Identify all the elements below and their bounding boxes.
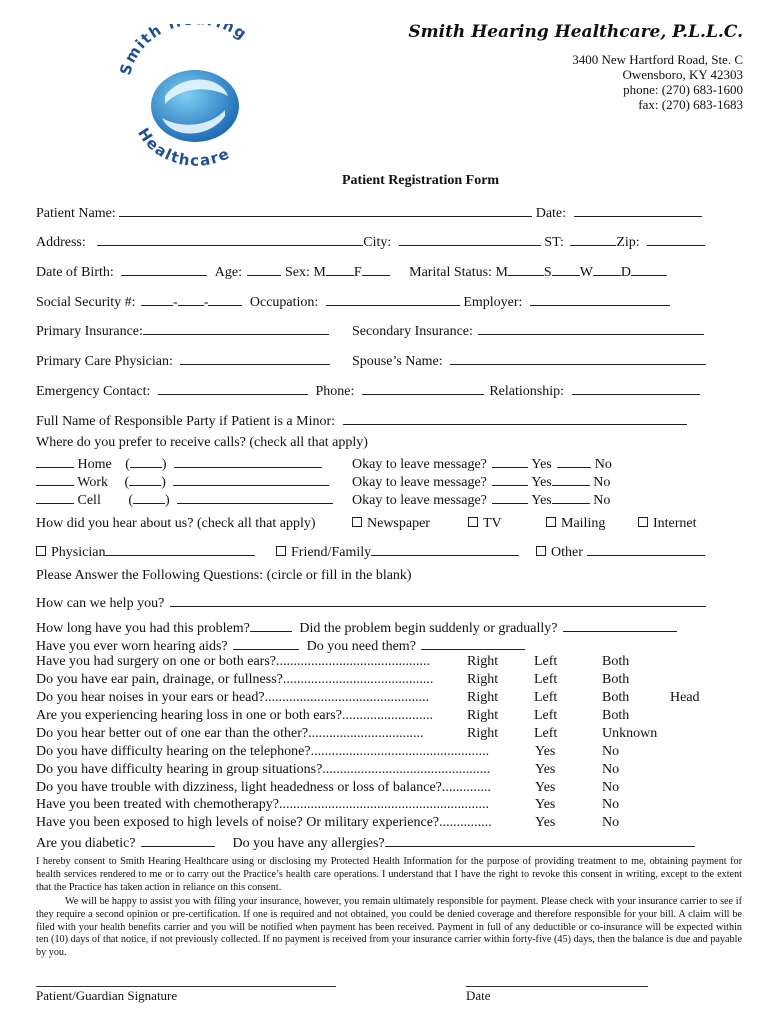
- spouse-label: Spouse’s Name:: [352, 354, 443, 369]
- friend-label: Friend/Family: [291, 545, 372, 560]
- need-field[interactable]: [421, 636, 525, 650]
- ear-option-left[interactable]: Left: [534, 726, 558, 741]
- primary-insurance-label: Primary Insurance:: [36, 324, 143, 339]
- allergies-field[interactable]: [385, 833, 695, 847]
- mailing-label: Mailing: [561, 516, 606, 531]
- cell-area-field[interactable]: [133, 490, 165, 504]
- zip-field[interactable]: [647, 232, 705, 246]
- ear-option-both[interactable]: Both: [602, 708, 630, 723]
- fax-number: fax: (270) 683-1683: [638, 97, 743, 112]
- cell-check-field[interactable]: [36, 490, 74, 504]
- ear-option-both[interactable]: Both: [602, 672, 630, 687]
- sex-m-field[interactable]: [326, 262, 354, 276]
- company-logo: [110, 24, 280, 174]
- home-yes-label: Yes: [531, 457, 552, 472]
- yn-option-no[interactable]: No: [602, 780, 620, 795]
- yn-question: Do you have difficulty hearing on the telephone?...................................................: [36, 744, 490, 759]
- cell-no-field[interactable]: [552, 490, 590, 504]
- newspaper-checkbox[interactable]: [352, 517, 362, 527]
- state-label: ST:: [544, 235, 564, 250]
- signature-label: Patient/Guardian Signature: [36, 988, 178, 1003]
- logo-text-top: Smith ng: [116, 24, 251, 78]
- secondary-insurance-label: Secondary Insurance:: [352, 324, 473, 339]
- help-field[interactable]: [170, 593, 706, 607]
- ear-option-left[interactable]: Left: [534, 654, 558, 669]
- yn-question: Have you been treated with chemotherapy?............................................................: [36, 797, 489, 812]
- ear-option-right[interactable]: Right: [467, 690, 499, 705]
- questions-intro: Please Answer the Following Questions: (circle or fill in the blank): [36, 568, 412, 583]
- how-long-field[interactable]: [250, 618, 292, 632]
- emergency-field[interactable]: [158, 381, 308, 395]
- address-line1: 3400 New Hartford Road, Ste. C: [572, 52, 743, 67]
- emergency-label: Emergency Contact:: [36, 384, 151, 399]
- home-check-field[interactable]: [36, 454, 74, 468]
- work-check-field[interactable]: [36, 472, 74, 486]
- work-label: Work: [77, 475, 109, 490]
- other-label: Other: [551, 545, 583, 560]
- address-field[interactable]: [97, 232, 363, 246]
- relationship-label: Relationship:: [489, 384, 564, 399]
- ear-question: Have you had surgery on one or both ears?............................................: [36, 654, 431, 669]
- yn-option-yes[interactable]: Yes: [535, 762, 556, 777]
- sudden-field[interactable]: [563, 618, 677, 632]
- yn-option-yes[interactable]: Yes: [535, 815, 556, 830]
- cell-label: Cell: [77, 493, 101, 508]
- yn-option-no[interactable]: No: [602, 744, 620, 759]
- cell-phone-field[interactable]: [177, 490, 333, 504]
- ear-option-unknown[interactable]: Unknown: [602, 726, 658, 741]
- marital-d-label: D: [620, 265, 632, 280]
- physician-checkbox[interactable]: [36, 546, 46, 556]
- address-label: Address:: [36, 235, 86, 250]
- work-area-field[interactable]: [129, 472, 161, 486]
- dob-field[interactable]: [121, 262, 207, 276]
- ear-option-right[interactable]: Right: [467, 654, 499, 669]
- sudden-label: Did the problem begin suddenly or gradually?: [299, 621, 558, 636]
- work-yes-label: Yes: [531, 475, 552, 490]
- ssn-field-3[interactable]: [208, 292, 242, 306]
- cell-message-label: Okay to leave message?: [352, 493, 487, 508]
- marital-m-field[interactable]: [508, 262, 544, 276]
- marital-label: Marital Status: M: [409, 265, 508, 280]
- ear-question: Are you experiencing hearing loss in one or both ears?..........................: [36, 708, 433, 723]
- address-line2: Owensboro, KY 42303: [622, 67, 743, 82]
- state-field[interactable]: [570, 232, 616, 246]
- consent-paragraph: I hereby consent to Smith Hearing Healthcare using or disclosing my Protected Health Information for the purpose of providing treatment to me, obtaining payment for health services rendered to me or to carry out the Practice’s health care operations. I understand that I have the right to revoke this consent in writing, except to the extent that the Practice has taken action in reliance on this consent.: [36, 856, 742, 893]
- ear-option-left[interactable]: Left: [534, 672, 558, 687]
- yn-option-no[interactable]: No: [602, 762, 620, 777]
- responsible-party-field[interactable]: [343, 411, 687, 425]
- date-label: Date:: [535, 206, 567, 221]
- form-title: Patient Registration Form: [342, 173, 500, 188]
- ear-option-right[interactable]: Right: [467, 726, 499, 741]
- company-name: Smith Hearing Healthcare, P.L.L.C.: [408, 22, 743, 42]
- home-message-label: Okay to leave message?: [352, 457, 487, 472]
- primary-insurance-field[interactable]: [143, 321, 329, 335]
- sex-f-label: F: [353, 265, 362, 280]
- home-area-field[interactable]: [130, 454, 162, 468]
- tv-checkbox[interactable]: [468, 517, 478, 527]
- home-phone-field[interactable]: [174, 454, 322, 468]
- ssn-label: Social Security #:: [36, 295, 136, 310]
- date-field[interactable]: [574, 203, 702, 217]
- newspaper-label: Newspaper: [367, 516, 430, 531]
- home-no-label: No: [594, 457, 612, 472]
- cell-yes-field[interactable]: [492, 490, 528, 504]
- ssn-field-2[interactable]: [178, 292, 204, 306]
- logo-graphic: [110, 24, 280, 174]
- marital-d-field[interactable]: [631, 262, 667, 276]
- marital-w-label: W: [579, 265, 593, 280]
- ear-question: Do you hear noises in your ears or head?...............................................: [36, 690, 430, 705]
- worn-aids-label: Have you ever worn hearing aids?: [36, 639, 228, 654]
- pcp-field[interactable]: [180, 351, 330, 365]
- other-field[interactable]: [587, 542, 705, 556]
- zip-label: Zip:: [616, 235, 640, 250]
- ear-option-left[interactable]: Left: [534, 708, 558, 723]
- home-label: Home: [77, 457, 112, 472]
- internet-checkbox[interactable]: [638, 517, 648, 527]
- marital-w-field[interactable]: [593, 262, 621, 276]
- diabetic-label: Are you diabetic?: [36, 836, 136, 851]
- marital-s-field[interactable]: [552, 262, 580, 276]
- worn-aids-field[interactable]: [233, 636, 299, 650]
- ear-option-head[interactable]: Head: [670, 690, 700, 705]
- home-yes-field[interactable]: [492, 454, 528, 468]
- ear-option-both[interactable]: Both: [602, 654, 630, 669]
- referral-question: How did you hear about us? (check all that apply): [36, 516, 316, 531]
- physician-field[interactable]: [105, 542, 255, 556]
- ear-question: Do you have ear pain, drainage, or fullness?...........................................: [36, 672, 434, 687]
- ear-option-right[interactable]: Right: [467, 708, 499, 723]
- patient-name-label: Patient Name:: [36, 206, 116, 221]
- yn-question: Have you been exposed to high levels of noise? Or military experience?...............: [36, 815, 492, 830]
- signature-date-label: Date: [466, 988, 491, 1003]
- work-message-label: Okay to leave message?: [352, 475, 487, 490]
- yn-option-no[interactable]: No: [602, 797, 620, 812]
- home-no-field[interactable]: [557, 454, 591, 468]
- diabetic-field[interactable]: [141, 833, 215, 847]
- work-no-field[interactable]: [552, 472, 590, 486]
- phone-field[interactable]: [362, 381, 484, 395]
- need-label: Do you need them?: [306, 639, 416, 654]
- mailing-checkbox[interactable]: [546, 517, 556, 527]
- allergies-label: Do you have any allergies?: [232, 836, 385, 851]
- ear-option-both[interactable]: Both: [602, 690, 630, 705]
- signature-date-line[interactable]: [466, 986, 648, 987]
- yn-question: Do you have trouble with dizziness, light headedness or loss of balance?..............: [36, 780, 491, 795]
- internet-option[interactable]: [638, 516, 697, 532]
- other-checkbox[interactable]: [536, 546, 546, 556]
- friend-checkbox[interactable]: [276, 546, 286, 556]
- sex-f-field[interactable]: [362, 262, 390, 276]
- physician-label: Physician: [51, 545, 106, 560]
- patient-name-field[interactable]: [119, 203, 532, 217]
- signature-line[interactable]: [36, 986, 336, 987]
- secondary-insurance-field[interactable]: [478, 321, 704, 335]
- employer-field[interactable]: [530, 292, 670, 306]
- sex-label: Sex: M: [284, 265, 326, 280]
- ear-option-right[interactable]: Right: [467, 672, 499, 687]
- city-field[interactable]: [399, 232, 541, 246]
- physician-option[interactable]: [36, 542, 255, 561]
- other-option[interactable]: [536, 542, 705, 561]
- dob-label: Date of Birth:: [36, 265, 114, 280]
- yn-option-yes[interactable]: Yes: [535, 797, 556, 812]
- pcp-label: Primary Care Physician:: [36, 354, 173, 369]
- mailing-option[interactable]: [546, 516, 605, 532]
- calls-question: Where do you prefer to receive calls? (check all that apply): [36, 435, 368, 450]
- friend-field[interactable]: [371, 542, 519, 556]
- yn-question: Do you have difficulty hearing in group situations?................................................: [36, 762, 491, 777]
- phone-label: Phone:: [315, 384, 355, 399]
- yn-option-yes[interactable]: Yes: [535, 780, 556, 795]
- friend-option[interactable]: [276, 542, 519, 561]
- svg-text:Smith Hearing: [116, 24, 251, 77]
- cell-yes-label: Yes: [531, 493, 552, 508]
- yn-option-yes[interactable]: Yes: [535, 744, 556, 759]
- internet-label: Internet: [653, 516, 697, 531]
- city-label: City:: [363, 235, 392, 250]
- tv-label: TV: [483, 516, 502, 531]
- tv-option[interactable]: [468, 516, 502, 532]
- occupation-field[interactable]: [326, 292, 460, 306]
- occupation-label: Occupation:: [249, 295, 319, 310]
- spouse-field[interactable]: [450, 351, 706, 365]
- relationship-field[interactable]: [572, 381, 700, 395]
- age-label: Age:: [214, 265, 242, 280]
- phone-number: phone: (270) 683-1600: [623, 82, 743, 97]
- insurance-paragraph: We will be happy to assist you with filing your insurance, however, you remain ultimately responsible for payment. Please check with your insurance carrier to see if they require a second opinion or pre-certification. If one is required and not obtained, you could be denied coverage and therefore responsible for your bill. A claim will be filed with your health benefits carrier and you will be notified when payment has been received. Payment in full of any deductible or co-insurance will be expected within ten (10) days of that notice, if not previously collected. If no payment is received from your insurance carrier within forty-five (45) days, then the balance is due and payable by you.: [36, 896, 742, 959]
- age-field[interactable]: [247, 262, 281, 276]
- newspaper-option[interactable]: [352, 516, 430, 532]
- employer-label: Employer:: [463, 295, 523, 310]
- help-label: How can we help you?: [36, 596, 165, 611]
- work-phone-field[interactable]: [173, 472, 329, 486]
- logo-text-bottom: Healthcare: [134, 124, 234, 170]
- cell-no-label: No: [593, 493, 611, 508]
- work-no-label: No: [593, 475, 611, 490]
- ear-question: Do you hear better out of one ear than the other?.................................: [36, 726, 424, 741]
- responsible-party-label: Full Name of Responsible Party if Patient is a Minor:: [36, 414, 336, 429]
- marital-s-label: S: [543, 265, 552, 280]
- how-long-label: How long have you had this problem?: [36, 621, 250, 636]
- work-yes-field[interactable]: [492, 472, 528, 486]
- ssn-field-1[interactable]: [141, 292, 173, 306]
- yn-option-no[interactable]: No: [602, 815, 620, 830]
- ear-option-left[interactable]: Left: [534, 690, 558, 705]
